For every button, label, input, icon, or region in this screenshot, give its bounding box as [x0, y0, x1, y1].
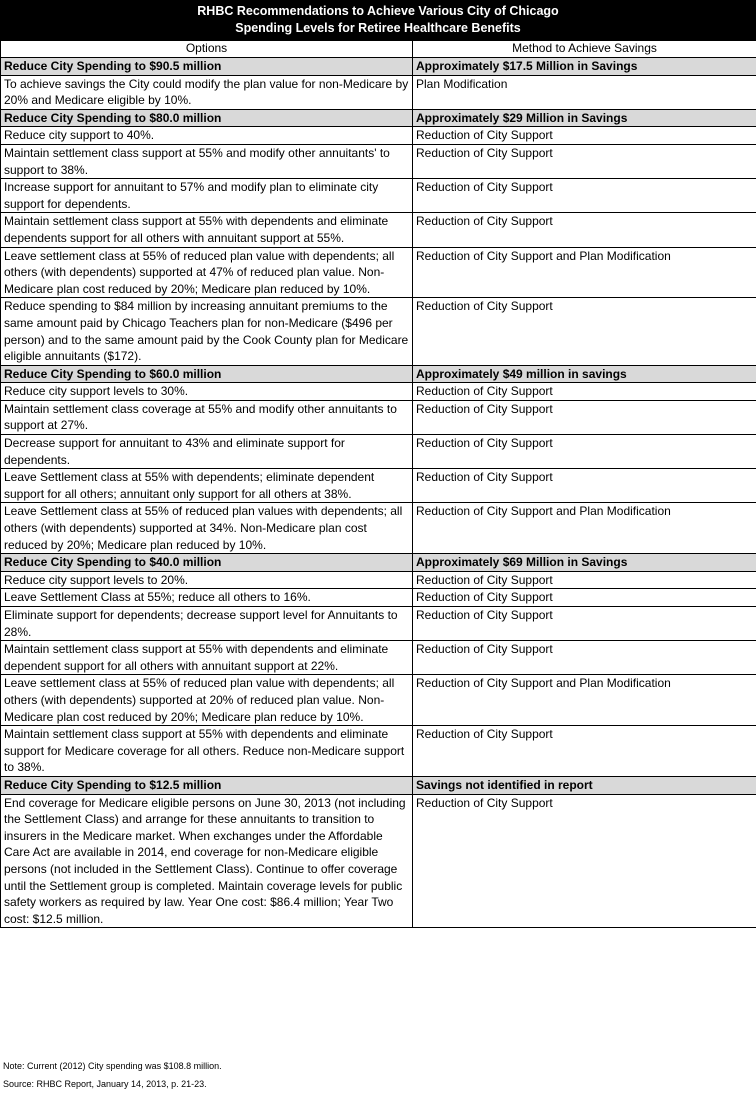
- option-cell: Maintain settlement class coverage at 55% and modify other annuitants to support at 27%.: [1, 400, 413, 434]
- method-cell: Reduction of City Support and Plan Modification: [413, 247, 756, 298]
- option-cell: Leave settlement class at 55% of reduced plan value with dependents; all others (with dependents) supported at 20% of reduced plan value. Non-Medicare plan cost reduced by 20%; Medicare plan reduce by 10%.: [1, 675, 413, 726]
- method-cell: Reduction of City Support: [413, 298, 756, 365]
- section-heading: Reduce City Spending to $90.5 million: [1, 58, 413, 76]
- method-cell: Reduction of City Support: [413, 213, 756, 247]
- option-cell: Maintain settlement class support at 55% with dependents and eliminate dependents support for all others with annuitant support at 55%.: [1, 213, 413, 247]
- table-row: [1, 589, 756, 607]
- table-row: [1, 503, 756, 554]
- table-row: [1, 571, 756, 589]
- method-cell: Reduction of City Support and Plan Modification: [413, 675, 756, 726]
- section-row: [1, 365, 756, 383]
- option-cell: Leave Settlement class at 55% with dependents; eliminate dependent support for all others; annuitant only support for all others at 38%.: [1, 469, 413, 503]
- table-row: [1, 383, 756, 401]
- table-row: [1, 400, 756, 434]
- method-cell: Reduction of City Support: [413, 607, 756, 641]
- table-row: [1, 435, 756, 469]
- method-cell: Reduction of City Support: [413, 144, 756, 178]
- table-row: [1, 675, 756, 726]
- table-title: [0, 0, 756, 40]
- option-cell: Maintain settlement class support at 55% and modify other annuitants' to support to 38%.: [1, 144, 413, 178]
- table-row: [1, 726, 756, 777]
- table-row: [1, 144, 756, 178]
- section-savings: Approximately $69 Million in Savings: [413, 554, 756, 572]
- option-cell: Decrease support for annuitant to 43% and eliminate support for dependents.: [1, 435, 413, 469]
- title-line-2: Spending Levels for Retiree Healthcare Benefits: [235, 21, 521, 35]
- recommendations-table: [0, 40, 756, 928]
- option-cell: Reduce city support levels to 30%.: [1, 383, 413, 401]
- section-savings: Approximately $17.5 Million in Savings: [413, 58, 756, 76]
- section-heading: Reduce City Spending to $40.0 million: [1, 554, 413, 572]
- method-cell: Reduction of City Support and Plan Modification: [413, 503, 756, 554]
- method-cell: Reduction of City Support: [413, 400, 756, 434]
- option-cell: Leave Settlement class at 55% of reduced plan values with dependents; all others (with dependents) supported at 34%. Non-Medicare plan cost reduced by 20%; Medicare plan reduced by 10%.: [1, 503, 413, 554]
- method-cell: Reduction of City Support: [413, 127, 756, 145]
- section-savings: Approximately $29 Million in Savings: [413, 109, 756, 127]
- section-savings: Savings not identified in report: [413, 776, 756, 794]
- table-row: [1, 213, 756, 247]
- method-cell: Reduction of City Support: [413, 589, 756, 607]
- method-cell: Reduction of City Support: [413, 794, 756, 928]
- table-row: [1, 179, 756, 213]
- method-cell: Reduction of City Support: [413, 383, 756, 401]
- option-cell: To achieve savings the City could modify the plan value for non-Medicare by 20% and Medicare eligible by 10%.: [1, 75, 413, 109]
- section-heading: Reduce City Spending to $80.0 million: [1, 109, 413, 127]
- option-cell: Maintain settlement class support at 55% with dependents and eliminate dependent support for all others with annuitant support at 22%.: [1, 641, 413, 675]
- method-header: Method to Achieve Savings: [413, 41, 756, 58]
- table-row: [1, 298, 756, 365]
- table-row: [1, 469, 756, 503]
- method-cell: Reduction of City Support: [413, 179, 756, 213]
- option-cell: Reduce city support to 40%.: [1, 127, 413, 145]
- note-text: Note: Current (2012) City spending was $108.8 million.: [3, 1061, 222, 1071]
- option-cell: Reduce spending to $84 million by increasing annuitant premiums to the same amount paid by Chicago Teachers plan for non-Medicare ($496 per person) and to the same amount paid by the Cook County plan for Medicare eligible annuitants ($172).: [1, 298, 413, 365]
- options-header: Options: [1, 41, 413, 58]
- option-cell: Reduce city support levels to 20%.: [1, 571, 413, 589]
- section-row: [1, 109, 756, 127]
- option-cell: End coverage for Medicare eligible persons on June 30, 2013 (not including the Settlement Class) and arrange for these annuitants to transition to insurers in the Medicare market. When exchanges under the Affordable Care Act are available in 2014, end coverage for non-Medicare eligible persons (not included in the Settlement Class). Continue to offer coverage until the Settlement group is completed. Maintain coverage levels for public safety workers as required by law. Year One cost: $86.4 million; Year Two cost: $12.5 million.: [1, 794, 413, 928]
- option-cell: Leave settlement class at 55% of reduced plan value with dependents; all others (with dependents) supported at 47% of reduced plan value. Non-Medicare plan cost reduced by 20%; Medicare plan reduced by 10%.: [1, 247, 413, 298]
- title-line-1: RHBC Recommendations to Achieve Various City of Chicago: [197, 4, 559, 18]
- table-row: [1, 641, 756, 675]
- section-row: [1, 776, 756, 794]
- method-cell: Reduction of City Support: [413, 435, 756, 469]
- table-row: [1, 794, 756, 928]
- table-row: [1, 75, 756, 109]
- method-cell: Reduction of City Support: [413, 641, 756, 675]
- method-cell: Reduction of City Support: [413, 726, 756, 777]
- section-row: [1, 58, 756, 76]
- option-cell: Maintain settlement class support at 55% with dependents and eliminate support for Medicare coverage for all others. Reduce non-Medicare support to 38%.: [1, 726, 413, 777]
- source-text: Source: RHBC Report, January 14, 2013, p. 21-23.: [3, 1079, 207, 1089]
- option-cell: Eliminate support for dependents; decrease support level for Annuitants to 28%.: [1, 607, 413, 641]
- option-cell: Increase support for annuitant to 57% and modify plan to eliminate city support for dependents.: [1, 179, 413, 213]
- section-row: [1, 554, 756, 572]
- header-row: [1, 41, 756, 58]
- method-cell: Plan Modification: [413, 75, 756, 109]
- table-row: [1, 127, 756, 145]
- method-cell: Reduction of City Support: [413, 571, 756, 589]
- section-heading: Reduce City Spending to $60.0 million: [1, 365, 413, 383]
- section-savings: Approximately $49 million in savings: [413, 365, 756, 383]
- method-cell: Reduction of City Support: [413, 469, 756, 503]
- table-row: [1, 607, 756, 641]
- section-heading: Reduce City Spending to $12.5 million: [1, 776, 413, 794]
- table-row: [1, 247, 756, 298]
- option-cell: Leave Settlement Class at 55%; reduce all others to 16%.: [1, 589, 413, 607]
